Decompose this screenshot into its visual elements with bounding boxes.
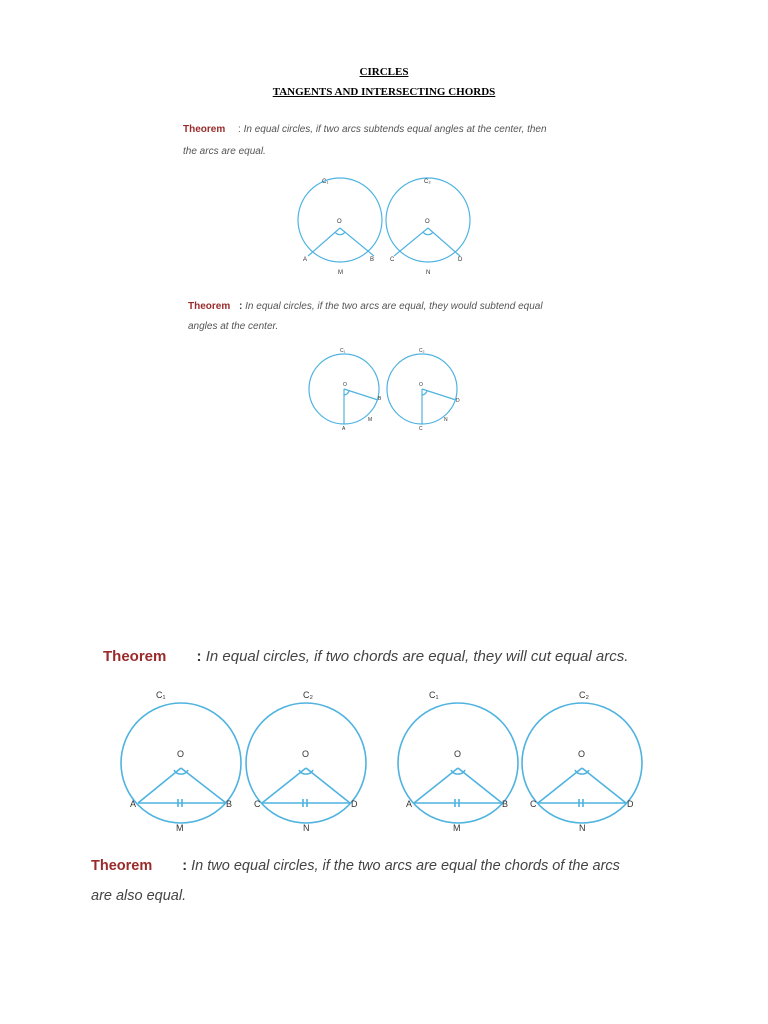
label-n: N bbox=[444, 417, 448, 423]
theorem-keyword: Theorem bbox=[183, 124, 226, 135]
circle-c2 bbox=[522, 703, 642, 823]
label-c2: C₂ bbox=[579, 690, 589, 700]
radius-od bbox=[306, 768, 350, 803]
label-d: D bbox=[351, 799, 358, 809]
label-c: C bbox=[419, 426, 423, 432]
theorem-separator: : bbox=[182, 858, 188, 874]
label-m: M bbox=[368, 417, 373, 423]
label-b: B bbox=[502, 799, 509, 809]
figure-2-equal-arcs bbox=[300, 342, 470, 434]
radius-ob bbox=[458, 768, 502, 803]
label-o: O bbox=[302, 749, 310, 759]
label-o: O bbox=[454, 749, 462, 759]
label-o: O bbox=[425, 219, 430, 225]
label-m: M bbox=[176, 823, 184, 833]
label-n: N bbox=[579, 823, 586, 833]
radius-od bbox=[582, 768, 626, 803]
label-c: C bbox=[254, 799, 261, 809]
theorem-2-line-1 bbox=[188, 301, 543, 312]
radius-oc bbox=[538, 768, 582, 803]
label-m: M bbox=[338, 270, 343, 276]
radius-oa bbox=[138, 768, 181, 803]
label-o: O bbox=[177, 749, 185, 759]
angle-arc bbox=[335, 232, 345, 235]
label-a: A bbox=[130, 799, 137, 809]
label-o: O bbox=[419, 382, 423, 388]
label-b: B bbox=[226, 799, 233, 809]
theorem-separator: : bbox=[239, 301, 243, 312]
figure-1-equal-angles bbox=[290, 170, 480, 280]
theorem-4-line-2: are also equal. bbox=[91, 888, 187, 904]
theorem-separator: : bbox=[238, 124, 241, 135]
theorem-2-line-2: angles at the center. bbox=[188, 321, 279, 332]
label-n: N bbox=[426, 270, 431, 276]
label-a: A bbox=[342, 426, 346, 432]
theorem-3-line-1 bbox=[103, 648, 628, 665]
label-d: D bbox=[456, 398, 460, 404]
theorem-1-line-2: the arcs are equal. bbox=[183, 146, 266, 157]
circle-c1 bbox=[398, 703, 518, 823]
radius-od bbox=[422, 389, 456, 400]
angle-arc bbox=[451, 770, 465, 774]
label-a: A bbox=[303, 257, 308, 263]
theorem-1-line-1 bbox=[183, 124, 547, 135]
theorem-separator: : bbox=[196, 648, 202, 665]
radius-oa bbox=[414, 768, 458, 803]
label-m: M bbox=[453, 823, 461, 833]
label-c2: C₂ bbox=[303, 690, 313, 700]
label-o: O bbox=[337, 219, 342, 225]
theorem-text: In two equal circles, if the two arcs are equal the chords of the arcs bbox=[191, 858, 620, 874]
radius-oc bbox=[262, 768, 306, 803]
label-c2: C₂ bbox=[419, 348, 425, 354]
label-c: C bbox=[530, 799, 537, 809]
label-o: O bbox=[578, 749, 586, 759]
label-a: A bbox=[406, 799, 413, 809]
label-c1: C₁ bbox=[156, 690, 166, 700]
theorem-text: In equal circles, if the two arcs are equal, they would subtend equal bbox=[245, 301, 543, 312]
theorem-text: In equal circles, if two chords are equal, they will cut equal arcs. bbox=[205, 648, 629, 665]
label-c: C bbox=[390, 257, 395, 263]
theorem-keyword: Theorem bbox=[103, 648, 167, 665]
circle-c2 bbox=[246, 703, 366, 823]
angle-arc bbox=[299, 770, 313, 774]
label-b: B bbox=[378, 396, 382, 402]
theorem-text: In equal circles, if two arcs subtends equal angles at the center, then bbox=[243, 124, 547, 135]
label-c2: C₂ bbox=[424, 179, 431, 185]
label-b: B bbox=[370, 257, 375, 263]
label-d: D bbox=[458, 257, 463, 263]
page-title: CIRCLES bbox=[359, 66, 409, 78]
label-c1: C₁ bbox=[429, 690, 439, 700]
angle-arc bbox=[344, 391, 349, 395]
angle-arc bbox=[422, 391, 427, 395]
label-d: D bbox=[627, 799, 634, 809]
theorem-keyword: Theorem bbox=[188, 301, 231, 312]
page-subtitle: TANGENTS AND INTERSECTING CHORDS bbox=[272, 86, 496, 98]
radius-ob bbox=[344, 389, 378, 400]
label-n: N bbox=[303, 823, 310, 833]
angle-arc bbox=[575, 770, 589, 774]
theorem-keyword: Theorem bbox=[91, 858, 153, 874]
radius-ob bbox=[181, 768, 226, 803]
figure-3-equal-chords bbox=[120, 685, 650, 835]
label-o: O bbox=[343, 382, 347, 388]
circle-c1 bbox=[121, 703, 241, 823]
angle-arc bbox=[423, 232, 433, 235]
theorem-4-line-1 bbox=[91, 858, 620, 874]
label-c1: C₁ bbox=[340, 348, 346, 354]
angle-arc bbox=[174, 770, 188, 774]
label-c1: C₁ bbox=[322, 179, 329, 185]
